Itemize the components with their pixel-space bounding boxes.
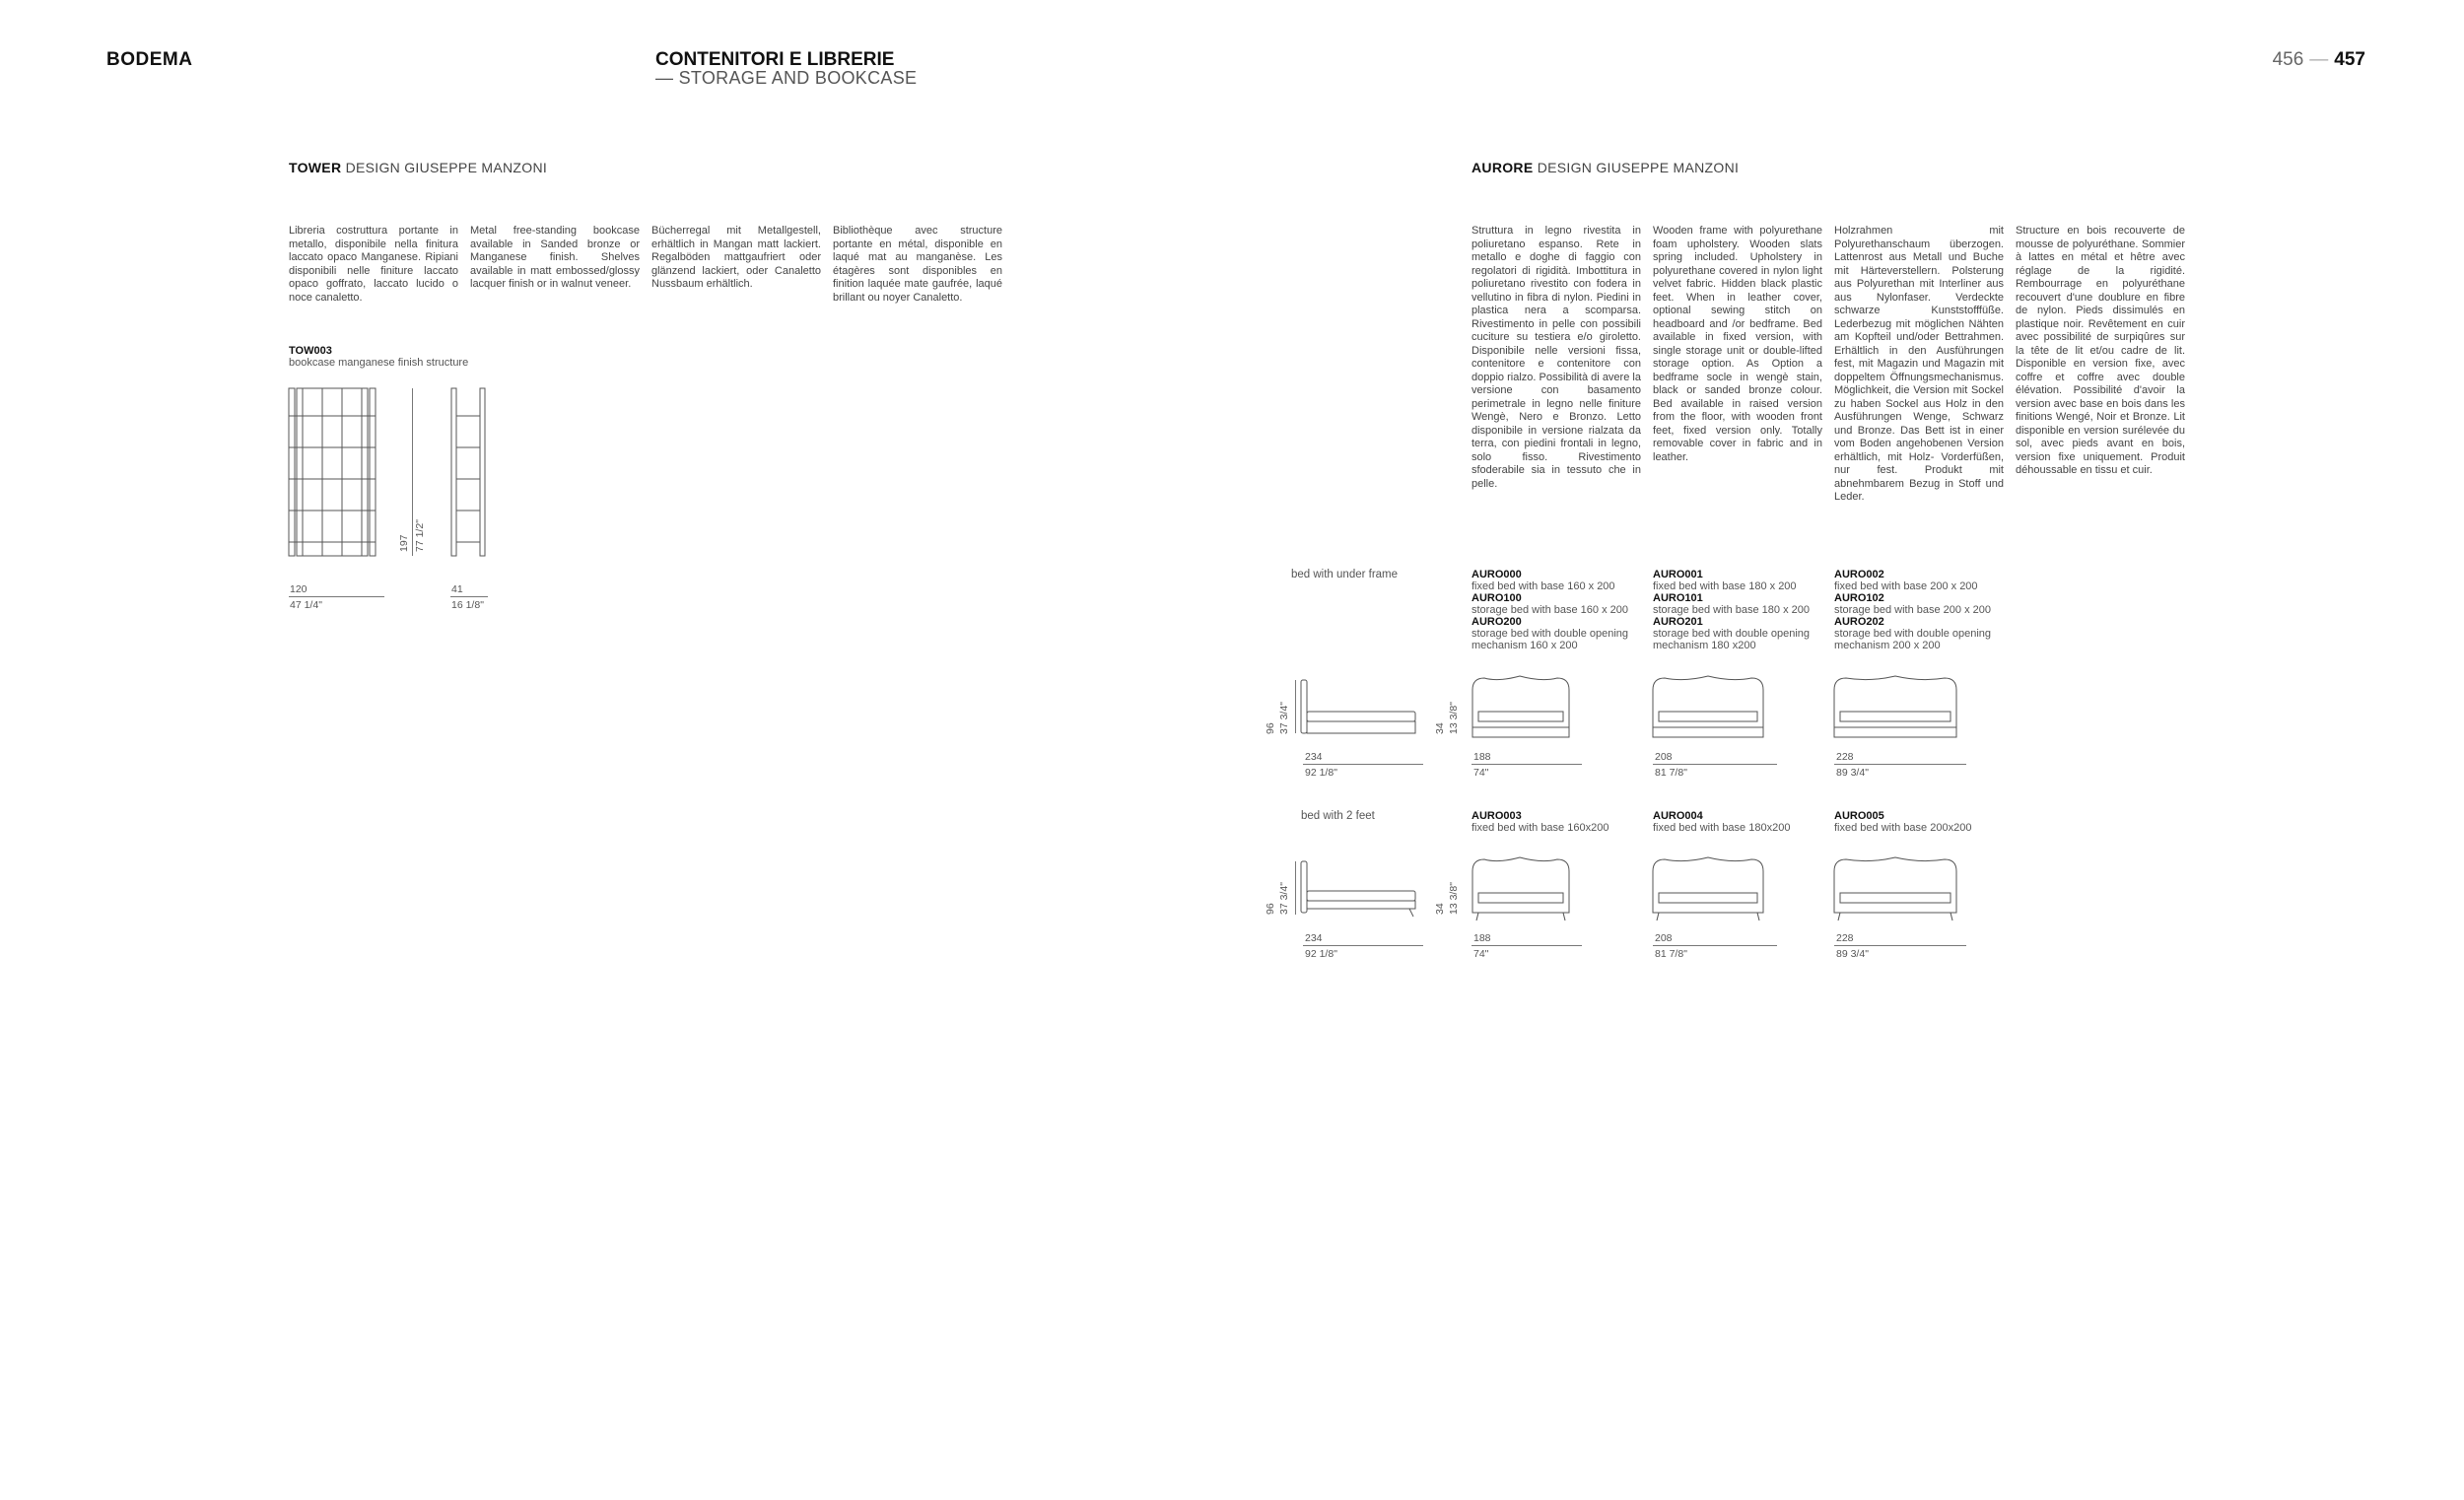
bookcase-front-drawing (286, 386, 394, 559)
item-code: AURO005 (1834, 810, 1884, 822)
tower-width-in: 47 1/4" (290, 599, 322, 611)
width-dim-line (1472, 764, 1582, 765)
auro-col-180 (1653, 569, 1830, 651)
item-desc: storage bed with double opening mechanism 180 x200 (1653, 628, 1811, 651)
side-height-dim-line (1295, 861, 1296, 915)
front-height-cm: 34 (1434, 722, 1446, 734)
bookcase-side-drawing (448, 386, 493, 559)
bed-180-feet-front-drawing (1649, 853, 1777, 924)
aurore-text-de: Holzrahmen mit Polyurethanschaum überzogen. Lattenrost aus Metall und Buche mit Härteverstellern. Polsterung aus Polyurethan mit Interliner aus aus Nylonfaser. Verdeckte schwarze Kunststofffüße. Lederbezug mit möglichen Nähten am Kopfteil und/oder Bettrahmen. Erhältlich in den Ausführungen fest, mit Magazin und Magazin mit doppeltem Öffnungsmechanismus. Möglichkeit, die Version mit Sockel zu haben Sockel aus Holz in den Ausführungen Wenge, Schwarz und Bronze. Das Bett ist in einer vom Boden angehobenen Version erhältlich, mit Holz- Vorderfüßen, nur fest. Produkt mit abnehmbarem Bezug in Stoff und Leder. (1834, 225, 2004, 503)
width-in: 74" (1473, 767, 1489, 779)
bed-200-feet-front-drawing (1830, 853, 1968, 924)
item-code: AURO003 (1472, 810, 1522, 822)
aurore-text-en: Wooden frame with polyurethane foam upholstery. Wooden slats spring included. Upholstery in polyurethane covered in nylon light velvet fabric. Hidden black plastic feet. When in leather cover, optional sewing stitch on headboard and /or bedframe. Bed available in fixed version, with single storage unit or double-lifted storage option. As Option a bedframe socle in wengè stain, black or sanded bronze colour. Bed available in raised version from the floor, with wooden front feet, fixed version only. Totally removable cover in fabric and in leather. (1653, 225, 1822, 463)
side-length-cm: 234 (1305, 932, 1323, 944)
auro-col-200-feet (1834, 810, 2012, 834)
item-desc: fixed bed with base 200 x 200 (1834, 580, 1978, 592)
width-in: 89 3/4" (1836, 767, 1869, 779)
item-code: AURO100 (1472, 592, 1522, 604)
tower-text-de: Bücherregal mit Metallgestell, erhältlich in Mangan matt lackiert. Regalböden mattgaufriert oder glänzend lackiert, oder Canaletto Nussbaum erhältlich. (651, 225, 821, 290)
tower-height-cm: 197 (398, 534, 410, 552)
aurore-title (1472, 160, 1739, 175)
width-dim-line (1653, 764, 1777, 765)
page-separator: — (2309, 49, 2329, 70)
tower-height-in: 77 1/2" (414, 519, 426, 552)
side-length-in: 92 1/8" (1305, 948, 1337, 960)
aurore-text-fr: Structure en bois recouverte de mousse de polyuréthane. Sommier à lattes en métal et hêtre avec réglage de la rigidité. Rembourrage en polyuréthane recouvert d'une doublure en fibre de nylon. Pieds dissimulés en plastique noir. Revêtement en cuir avec possibilité de surpiqûres sur la tête de lit et/ou cadre de lit. Disponible en version fixe, avec coffre et coffre avec double élévation. Possibilité d'avoir la version avec base en bois dans les finitions Wengé, Noir et Bronze. Lit disponible en version surélevée du sol, avec pieds avant en bois, version fixe uniquement. Produit déhoussable en tissu et cuir. (2016, 225, 2185, 476)
tower-width-dim-line (289, 596, 384, 597)
width-dim-line (1834, 945, 1966, 946)
item-code: AURO001 (1653, 569, 1703, 580)
width-cm: 188 (1473, 932, 1491, 944)
item-code: AURO201 (1653, 616, 1703, 628)
item-desc: fixed bed with base 180 x 200 (1653, 580, 1797, 592)
auro-col-200 (1834, 569, 2012, 651)
tower-depth-dim-line (450, 596, 488, 597)
front-height-cm: 34 (1434, 903, 1446, 915)
item-desc: storage bed with double opening mechanism 200 x 200 (1834, 628, 1992, 651)
item-desc: storage bed with double opening mechanism 160 x 200 (1472, 628, 1629, 651)
item-code: AURO004 (1653, 810, 1703, 822)
tower-width-cm: 120 (290, 583, 308, 595)
width-cm: 228 (1836, 751, 1854, 763)
bed-160-feet-front-drawing (1469, 853, 1577, 924)
item-desc: fixed bed with base 180x200 (1653, 822, 1791, 834)
side-length-cm: 234 (1305, 751, 1323, 763)
tower-text-it: Libreria costruttura portante in metallo, disponibile nella finitura laccato opaco Manganese. Ripiani disponibili nelle finiture laccato opaco goffrato, laccato lucido o noce canaletto. (289, 225, 458, 304)
tower-depth-cm: 41 (451, 583, 463, 595)
width-in: 89 3/4" (1836, 948, 1869, 960)
side-height-in: 37 3/4" (1278, 882, 1290, 915)
tower-title (289, 160, 547, 175)
bed-200-front-drawing (1830, 672, 1968, 741)
item-code: AURO202 (1834, 616, 1884, 628)
tower-item-desc: bookcase manganese finish structure (289, 357, 469, 369)
width-cm: 208 (1655, 751, 1673, 763)
tower-item-code: TOW003 (289, 345, 332, 357)
width-cm: 228 (1836, 932, 1854, 944)
item-desc: storage bed with base 200 x 200 (1834, 604, 1992, 616)
item-desc: fixed bed with base 160x200 (1472, 822, 1609, 834)
group-under-frame-label: bed with under frame (1291, 569, 1399, 580)
item-desc: storage bed with base 160 x 200 (1472, 604, 1629, 616)
side-length-dim-line (1303, 764, 1423, 765)
bed-180-front-drawing (1649, 672, 1777, 741)
side-height-cm: 96 (1265, 903, 1276, 915)
width-in: 81 7/8" (1655, 948, 1687, 960)
item-desc: fixed bed with base 200x200 (1834, 822, 1972, 834)
side-length-dim-line (1303, 945, 1423, 946)
width-in: 74" (1473, 948, 1489, 960)
aurore-designer: DESIGN GIUSEPPE MANZONI (1537, 160, 1740, 175)
tower-depth-in: 16 1/8" (451, 599, 484, 611)
brand-name: BODEMA (106, 49, 193, 70)
side-height-in: 37 3/4" (1278, 702, 1290, 734)
side-height-dim-line (1295, 680, 1296, 733)
aurore-name: AURORE (1472, 160, 1534, 175)
tower-name: TOWER (289, 160, 342, 175)
item-code: AURO002 (1834, 569, 1884, 580)
group-two-feet-label: bed with 2 feet (1301, 810, 1375, 822)
tower-text-en: Metal free-standing bookcase available in Sanded bronze or Manganese finish. Shelves available in matt embossed/glossy lacquer finish or in walnut veneer. (470, 225, 640, 290)
section-title: CONTENITORI E LIBRERIE (655, 49, 895, 70)
page-left-number: 456 (2272, 49, 2304, 70)
auro-col-160 (1472, 569, 1649, 651)
item-code: AURO102 (1834, 592, 1884, 604)
width-cm: 208 (1655, 932, 1673, 944)
bed-160-front-drawing (1469, 672, 1577, 741)
width-dim-line (1653, 945, 1777, 946)
item-code: AURO000 (1472, 569, 1522, 580)
auro-col-160-feet (1472, 810, 1649, 834)
section-subtitle: — STORAGE AND BOOKCASE (655, 68, 918, 88)
width-dim-line (1472, 945, 1582, 946)
item-code: AURO101 (1653, 592, 1703, 604)
width-in: 81 7/8" (1655, 767, 1687, 779)
item-desc: fixed bed with base 160 x 200 (1472, 580, 1615, 592)
page-numbers (2273, 49, 2365, 71)
tower-height-dim-line (412, 388, 413, 556)
tower-designer: DESIGN GIUSEPPE MANZONI (345, 160, 548, 175)
width-dim-line (1834, 764, 1966, 765)
width-cm: 188 (1473, 751, 1491, 763)
front-height-in: 13 3/8" (1448, 702, 1460, 734)
page-right-number: 457 (2334, 49, 2365, 70)
front-height-in: 13 3/8" (1448, 882, 1460, 915)
bed-under-frame-side-drawing (1299, 678, 1427, 737)
item-desc: storage bed with base 180 x 200 (1653, 604, 1811, 616)
aurore-text-it: Struttura in legno rivestita in poliuretano espanso. Rete in metallo e doghe di faggio con regolatori di rigidità. Imbottitura in poliuretano rivestito con fodera in vellutino in fibra di nylon. Piedini in plastica nera a scomparsa. Rivestimento in pelle con possibili cuciture su testiera e/o giroletto. Disponibile nelle versioni fissa, contenitore e contenitore con doppio rialzo. Possibilità di avere la versione con basamento perimetrale in legno nelle finiture Wengè, Nero e Bronzo. Letto disponibile in versione rialzata da terra, con piedini frontali in legno, solo fisso. Rivestimento sfoderabile sia in tessuto che in pelle. (1472, 225, 1641, 490)
tower-text-fr: Bibliothèque avec structure portante en métal, disponible en laqué mat au manganèse. Les étagères sont disponibles en finition laquée mate gaufrée, laqué brillant ou noyer Canaletto. (833, 225, 1002, 304)
side-length-in: 92 1/8" (1305, 767, 1337, 779)
side-height-cm: 96 (1265, 722, 1276, 734)
item-code: AURO200 (1472, 616, 1522, 628)
bed-two-feet-side-drawing (1299, 859, 1427, 919)
auro-col-180-feet (1653, 810, 1830, 834)
